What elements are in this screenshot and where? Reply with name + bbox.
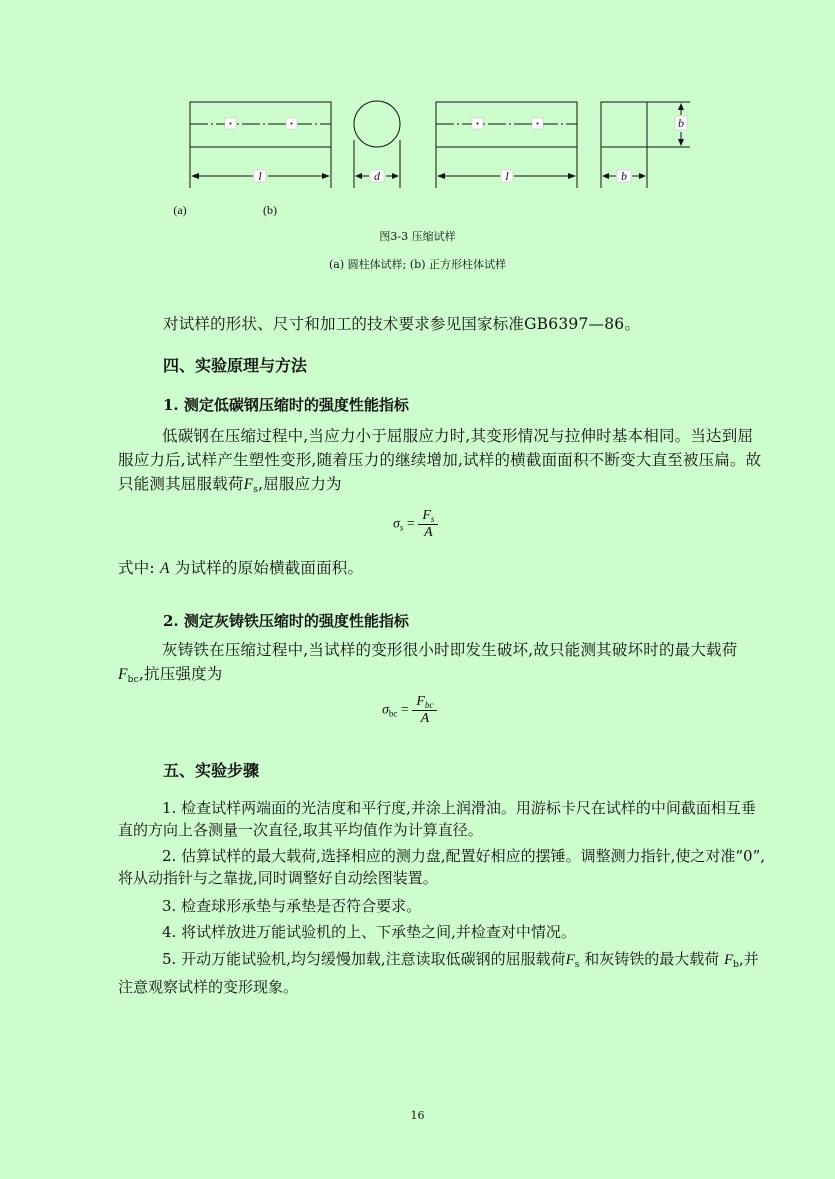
cylinder-end-view: [354, 101, 400, 147]
figure-title: 图3-3 压缩试样: [379, 230, 456, 243]
sub2-paragraph: 灰铸铁在压缩过程中,当试样的变形很小时即发生破坏,故只能测其破坏时的最大载荷 $F_{bc}$,抗压强度为: [118, 641, 738, 685]
step-3: 3. 检查球形承垫与承垫是否符合要求。: [162, 897, 422, 915]
page-number: 16: [410, 1109, 425, 1122]
square-prism-end-view: [601, 102, 647, 147]
section5-title: 五、实验步骤: [163, 761, 260, 780]
figure-label-a: (a): [173, 203, 187, 217]
section4-title: 四、实验原理与方法: [163, 356, 308, 375]
where-clause: 式中: A 为试样的原始横截面面积。: [118, 559, 364, 577]
step-4: 4. 将试样放进万能试验机的上、下承垫之间,并检查对中情况。: [162, 923, 576, 941]
sub1-paragraph: 低碳钢在压缩过程中,当应力小于屈服应力时,其变形情况与拉伸时基本相同。当达到屈服应力后,试样产生塑性变形,随着压力的继续增加,试样的横截面面积不断变大直至被压扁。故只能测其屈服载荷$F_s$,屈服应力为: [118, 427, 762, 495]
yield-stress-formula: $\sigma_s$ = $\frac{F_s}{A}$: [393, 508, 438, 541]
step-2: 2. 估算试样的最大载荷,选择相应的测力盘,配置好相应的摆锤。调整测力指针,使之对准“0”,将从动指针与之靠拢,同时调整好自动绘图装置。: [118, 847, 766, 887]
figure-subtitle: (a) 圆柱体试样; (b) 正方形柱体试样: [329, 258, 506, 271]
dim-label-d: d: [374, 169, 380, 183]
dim-label-b-bottom: b: [621, 169, 627, 183]
section4-sub1-title: 1. 测定低碳钢压缩时的强度性能指标: [163, 396, 409, 414]
dim-label-l-b: l: [505, 169, 509, 183]
compressive-strength-formula: $\sigma_{bc}$ = $\frac{F_{bc}}{A}$: [382, 694, 437, 727]
step-5: 5. 开动万能试验机,均匀缓慢加载,注意读取低碳钢的屈服载荷$F_s$ 和灰铸铁的最大载荷 $F_b$,并注意观察试样的变形现象。: [118, 950, 759, 996]
dim-label-b-side: b: [678, 116, 684, 130]
figure-label-b: (b): [263, 203, 277, 217]
intro-paragraph: 对试样的形状、尺寸和加工的技术要求参见国家标准GB6397—86。: [163, 315, 641, 333]
step-1: 1. 检查试样两端面的光洁度和平行度,并涂上润滑油。用游标卡尺在试样的中间截面相互垂直的方向上各测量一次直径,取其平均值作为计算直径。: [118, 799, 756, 839]
section4-sub2-title: 2. 测定灰铸铁压缩时的强度性能指标: [163, 612, 409, 630]
dim-label-l-a: l: [258, 169, 262, 183]
